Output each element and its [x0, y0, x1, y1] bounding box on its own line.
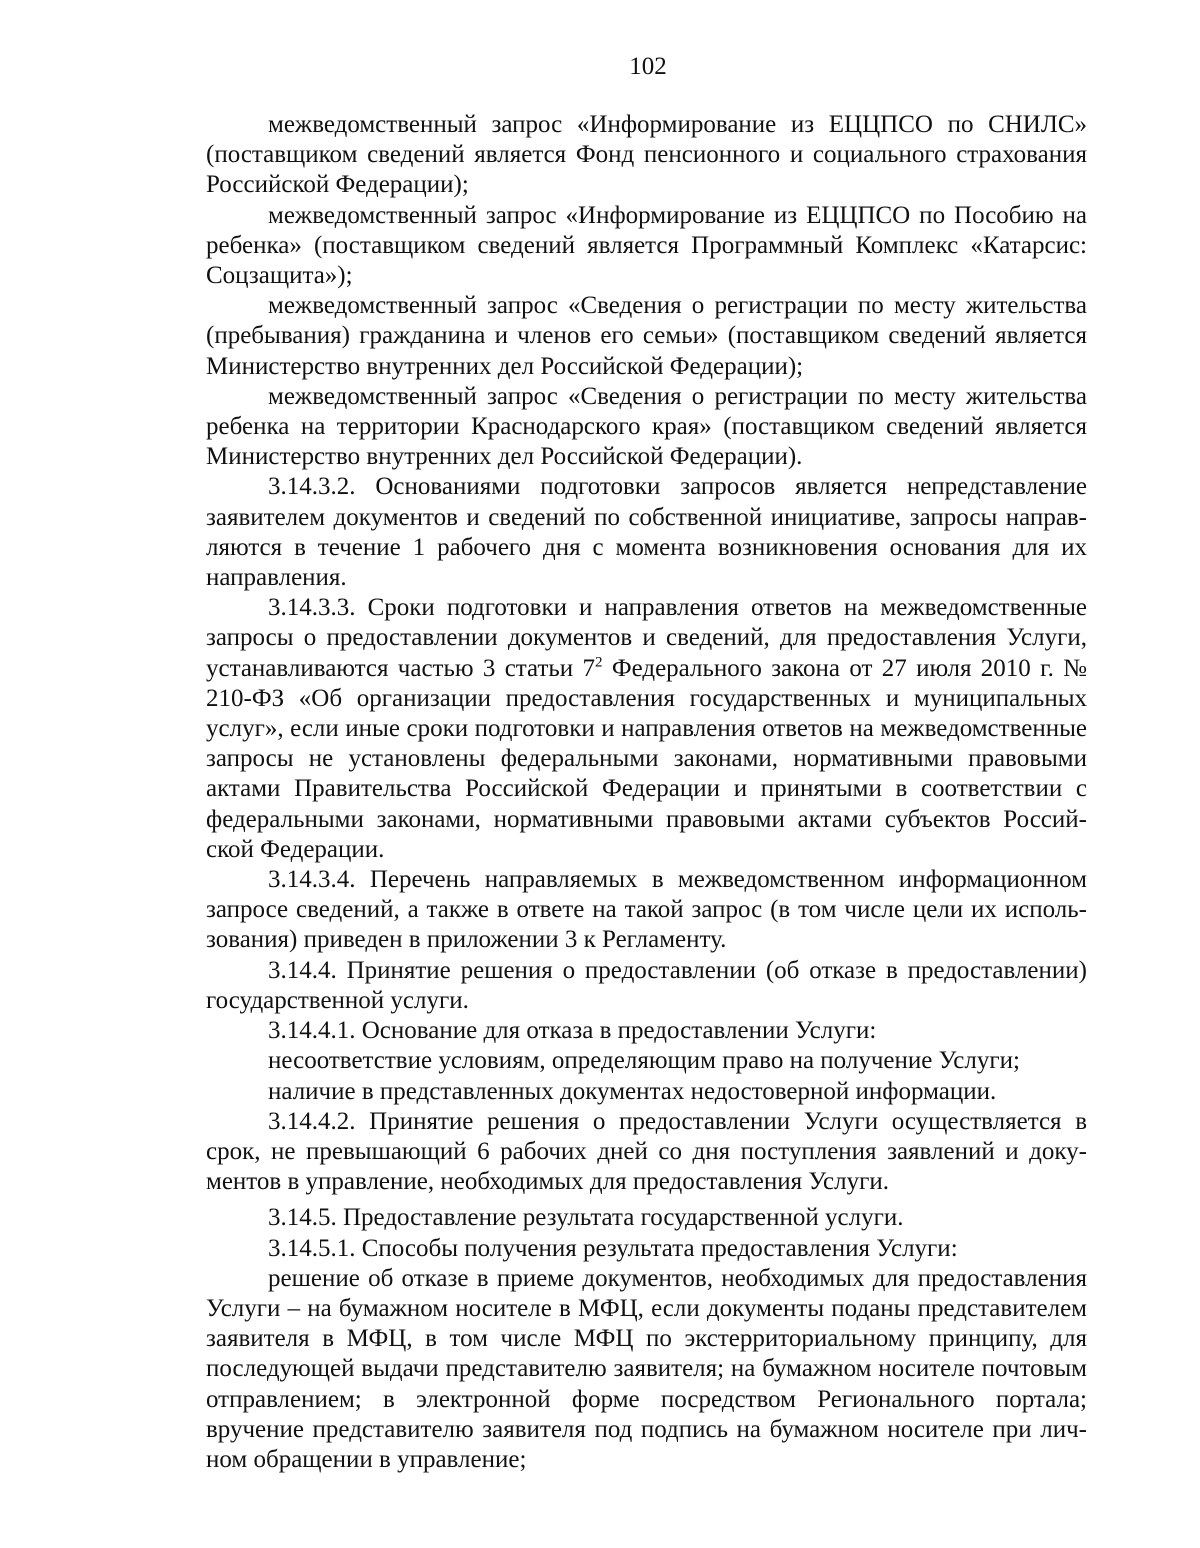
paragraph-3-14-5-1: 3.14.5.1. Способы получения результата предоставления Услуги:: [268, 1234, 958, 1262]
paragraph-3-14-3-2: 3.14.3.2. Основаниями подготовки запросов является непредставление заявителем документов и сведений по собственной инициативе, запросы направляются в течение 1 рабочего дня с момента возникновения основания для их направления.: [206, 473, 1087, 592]
paragraph-request-family-registration: межведомственный запрос «Сведения о регистрации по месту жительства (пребывания) гражданина и членов его семьи» (поставщиком сведений является Министерство внутренних дел Российской Федерации);: [206, 292, 1087, 380]
paragraph-3-14-4: 3.14.4. Принятие решения о предоставлении (об отказе в предоставлении) государственной услуги.: [206, 956, 1087, 1014]
paragraph-3-14-4-1: 3.14.4.1. Основание для отказа в предоставлении Услуги:: [268, 1017, 877, 1045]
paragraph-request-snils: межведомственный запрос «Информирование из ЕЦЦПСО по СНИЛС» (поставщиком сведений является Фонд пенсионного и социального страхования Российской Федерации);: [206, 111, 1087, 199]
paragraph-3-14-3-3-end: Федерального закона от 27 июля 2010 г. № 210-ФЗ «Об организации предоставления государственных и муниципальных услуг», если иные сроки подготовки и направления ответов на межведомственные запросы не установлены федеральными законами, нормативными правовыми актами Правительства Российской Федерации и принятыми в соответствии с федеральными законами, нормативными правовыми актами субъектов Российской Федерации.: [206, 654, 1087, 863]
paragraph-3-14-3-4: 3.14.3.4. Перечень направляемых в межведомственном информационном запросе сведений, а также в ответе на такой запрос (в том числе цели их использования) приведен в приложении 3 к Регламенту.: [206, 866, 1087, 954]
paragraph-3-14-3-3-start: 3.14.3.3. Сроки подготовки и направления ответов на межведомственные запросы о предоставлении документов и сведений, для предоставления Услуги, устанавливаются частью 3 статьи 7: [206, 594, 1087, 682]
article-superscript: 2: [595, 654, 603, 671]
paragraph-refusal-reason-conditions: несоответствие условиям, определяющим право на получение Услуги;: [268, 1047, 1020, 1075]
paragraph-refusal-reason-false-info: наличие в представленных документах недостоверной информации.: [268, 1077, 997, 1105]
paragraph-request-child-benefit: межведомственный запрос «Информирование из ЕЦЦПСО по Пособию на ребенка» (поставщиком сведений является Программный Комплекс «Катарсис: Соцзащита»);: [206, 201, 1087, 290]
paragraph-3-14-3-3: [206, 593, 1087, 865]
paragraph-request-child-registration: межведомственный запрос «Сведения о регистрации по месту жительства ребенка на территории Краснодарского края» (поставщиком сведений является Министерство внутренних дел Российской Федерации).: [206, 382, 1087, 471]
document-body: [206, 110, 1087, 1475]
page-number: 102: [629, 53, 667, 80]
paragraph-3-14-4-2: 3.14.4.2. Принятие решения о предоставлении Услуги осуществляется в срок, не превышающий 6 рабочих дней со дня поступления заявлений и документов в управление, необходимых для предоставления Услуги.: [206, 1107, 1087, 1196]
paragraph-refusal-delivery-methods: решение об отказе в приеме документов, необходимых для предоставления Услуги – на бумажном носителе в МФЦ, если документы поданы представителем заявителя в МФЦ, в том числе МФЦ по экстерриториальному принципу, для последующей выдачи представителю заявителя; на бумажном носителе почтовым отправлением; в электронной форме посредством Регионального портала; вручение представителю заявителя под подпись на бумажном носителе при личном обращении в управление;: [206, 1264, 1087, 1473]
paragraph-3-14-5: 3.14.5. Предоставление результата государственной услуги.: [268, 1204, 904, 1232]
